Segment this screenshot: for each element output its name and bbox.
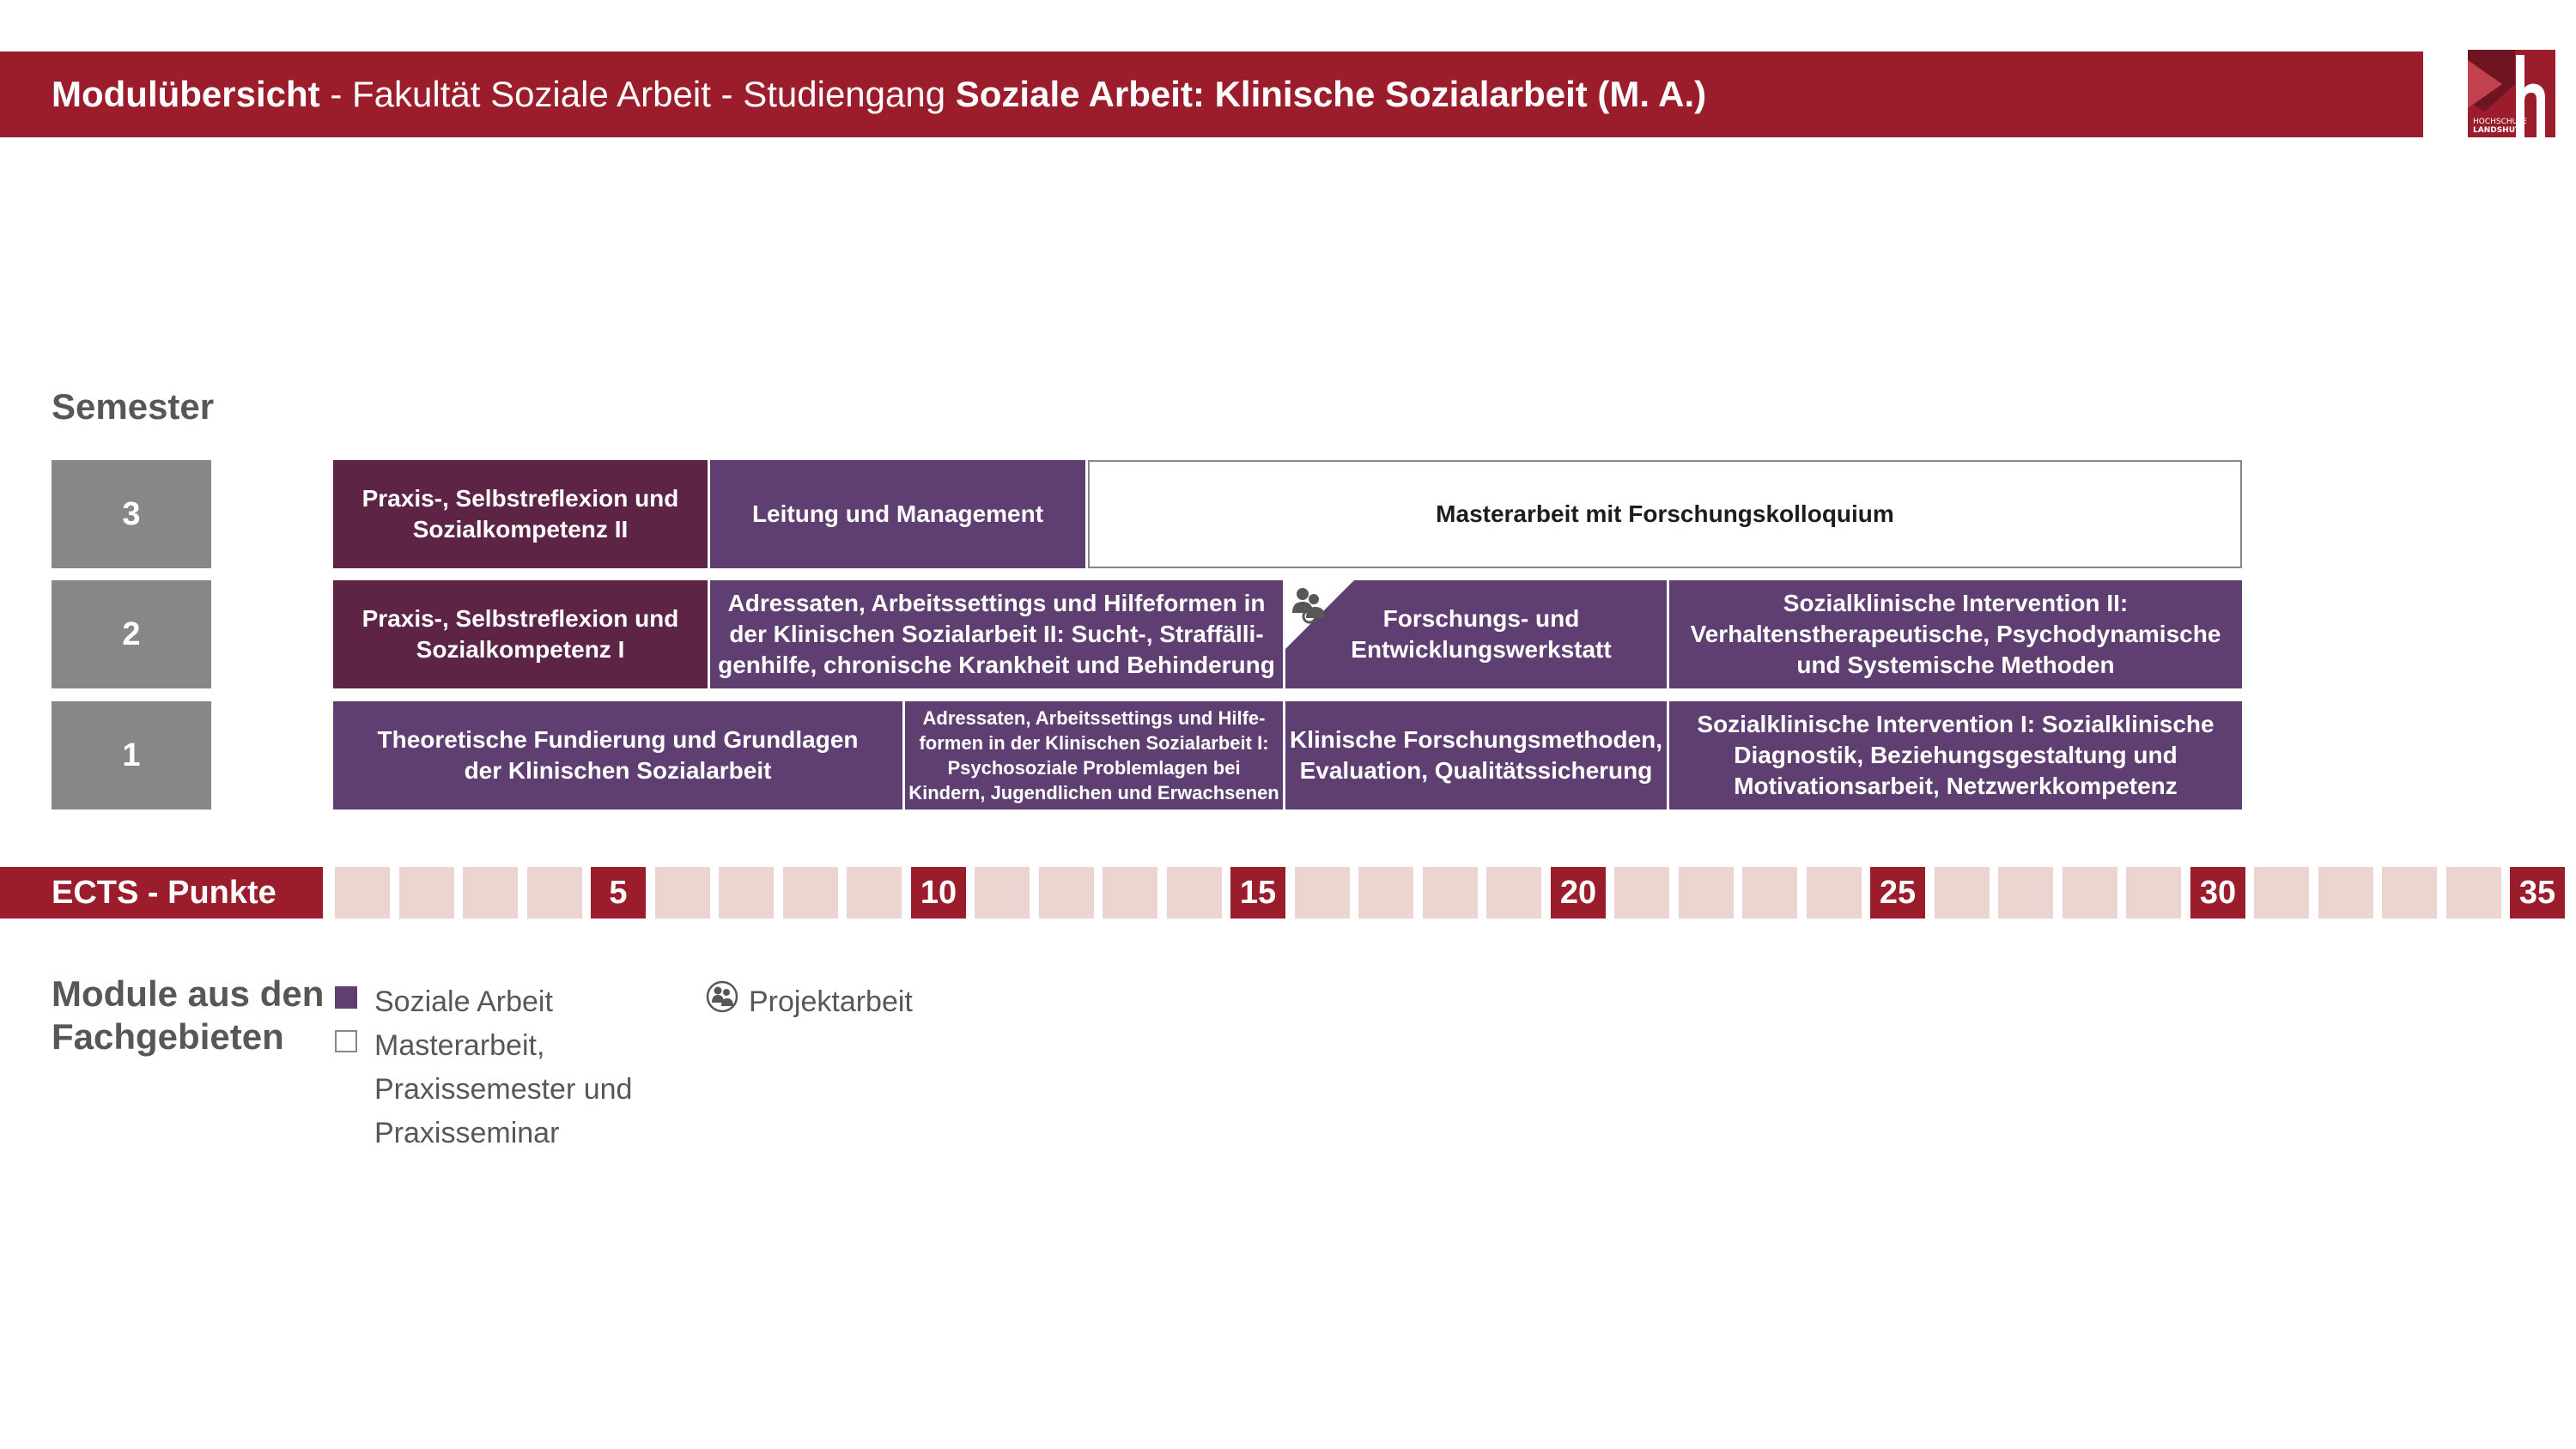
legend-masterarbeit-line2: Praxissemester und [374,1073,633,1106]
ects-cell [2063,867,2117,919]
ects-cell [1679,867,1734,919]
ects-marker-25: 25 [1870,867,1925,919]
projektarbeit-group-icon [706,980,738,1013]
ects-marker-10: 10 [911,867,966,919]
module-masterarbeit: Masterarbeit mit Forschungskolloquium [1088,460,2242,568]
legend-label-soziale-arbeit: Soziale Arbeit [374,985,553,1018]
module-intervention-1: Sozialklinische Intervention I: Sozialklinische Diagnostik, Beziehungsgestaltung und Motivationsarbeit, Netzwerkkompetenz [1669,701,2242,809]
ects-marker-5: 5 [591,867,646,919]
ects-marker-35: 35 [2510,867,2565,919]
logo-line1: HOCHSCHULE [2473,118,2527,126]
ects-cell [1807,867,1862,919]
module-forschungsmethoden: Klinische Forschungsmethoden, Evaluation, Qualitätssicherung [1285,701,1667,809]
ects-cell [783,867,838,919]
ects-cell [1167,867,1222,919]
ects-cell [2254,867,2309,919]
module-adressaten-2: Adressaten, Arbeitssettings und Hilfeformen in der Klinischen Sozialarbeit II: Sucht-, Straffälli-genhilfe, chronische Krankheit und Behinderung [710,580,1283,688]
ects-cell [1486,867,1541,919]
legend-masterarbeit-line1: Masterarbeit, [374,1029,545,1062]
ects-cell [2318,867,2373,919]
module-leitung-management: Leitung und Management [710,460,1085,568]
module-forschungswerkstatt-title: Forschungs- und Entwicklungswerkstatt [1351,605,1612,663]
ects-cell [1935,867,1990,919]
ects-marker-30: 30 [2190,867,2245,919]
hochschule-landshut-logo [2468,50,2555,137]
ects-marker-20: 20 [1551,867,1606,919]
ects-label: ECTS - Punkte [0,867,323,919]
ects-cell [655,867,710,919]
ects-cell [1998,867,2053,919]
page-header [0,52,2423,137]
module-intervention-2: Sozialklinische Intervention II: Verhaltenstherapeutische, Psychodynamische und Systemische Methoden [1669,580,2242,688]
legend-swatch-masterarbeit [335,1030,357,1052]
header-title: Modulübersicht [52,74,320,114]
ects-marker-15: 15 [1230,867,1285,919]
ects-cell [1423,867,1478,919]
module-theoretische-fundierung: Theoretische Fundierung und Grundlagen der Klinischen Sozialarbeit [333,701,902,809]
module-praxis-reflexion-1: Praxis-, Selbstreflexion und Sozialkompetenz I [333,580,708,688]
semester-3-box: 3 [52,460,211,568]
legend-title [52,973,324,1058]
semester-2-box: 2 [52,580,211,688]
ects-cell [527,867,582,919]
module-praxis-reflexion-2: Praxis-, Selbstreflexion und Sozialkompetenz II [333,460,708,568]
module-forschungswerkstatt [1285,580,1667,688]
projektarbeit-corner-icon [1285,580,1354,649]
ects-cell [1742,867,1797,919]
legend-label-projektarbeit: Projektarbeit [749,985,913,1018]
header-program: Soziale Arbeit: Klinische Sozialarbeit (M. A.) [955,74,1707,114]
ects-cell [719,867,774,919]
ects-cell [335,867,390,919]
ects-cell [847,867,902,919]
logo-line2: LANDSHUT [2473,126,2521,135]
legend-masterarbeit-line3: Praxisseminar [374,1117,560,1149]
header-faculty: - Fakultät Soziale Arbeit - Studiengang [319,74,956,114]
ects-cell [1614,867,1669,919]
ects-cell [2382,867,2437,919]
ects-cell [2446,867,2501,919]
ects-cell [1103,867,1157,919]
legend-title-line2: Fachgebieten [52,1016,284,1057]
legend-title-line1: Module aus den [52,973,325,1014]
ects-cell [463,867,518,919]
module-adressaten-1: Adressaten, Arbeitssettings und Hilfe-formen in der Klinischen Sozialarbeit I: Psychosoziale Problemlagen bei Kindern, Jugendlichen und Erwachsenen [905,701,1283,809]
legend-swatch-soziale-arbeit [335,986,357,1009]
ects-cell [1358,867,1413,919]
ects-cell [975,867,1030,919]
ects-cell [399,867,454,919]
semester-heading: Semester [52,386,215,427]
semester-1-box: 1 [52,701,211,809]
ects-cell [1039,867,1094,919]
ects-cell [1295,867,1350,919]
ects-cell [2126,867,2181,919]
legend-label-masterarbeit [374,1024,632,1155]
